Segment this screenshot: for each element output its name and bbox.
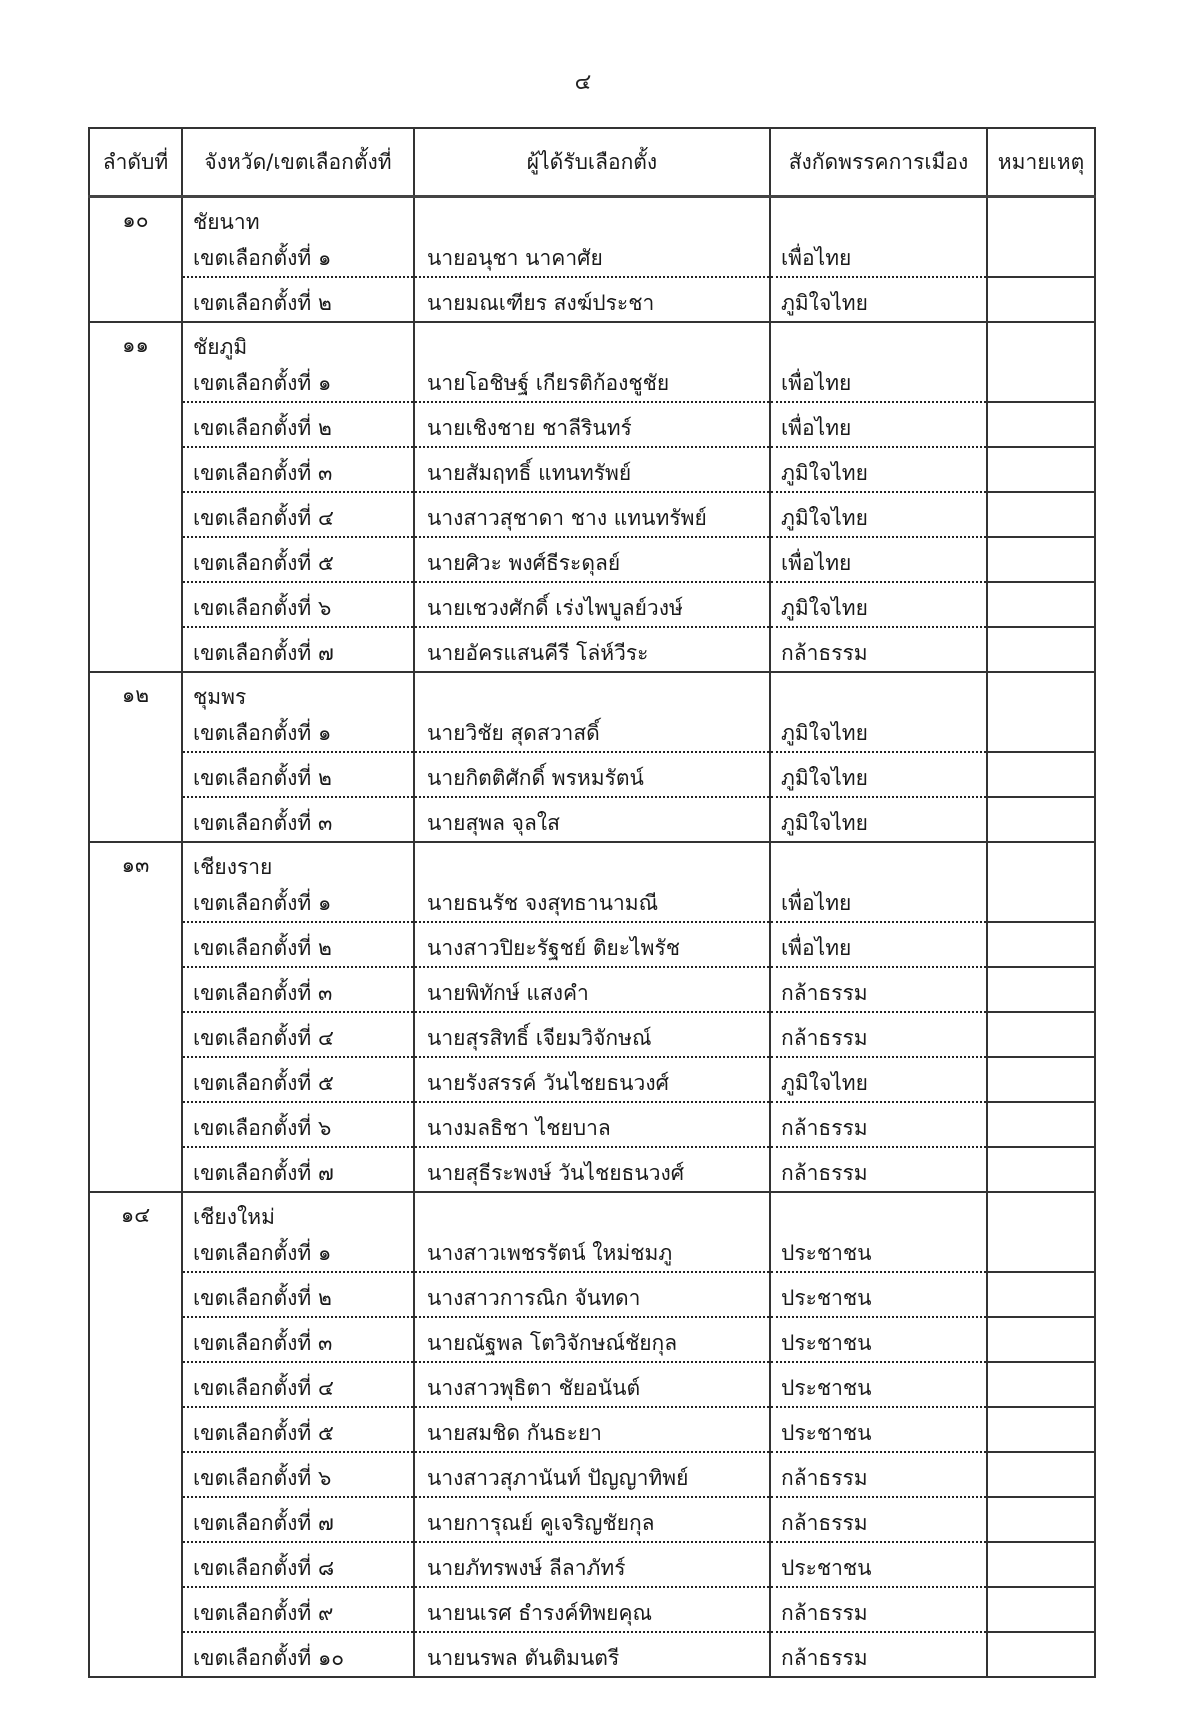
- table-row: [89, 1632, 1095, 1677]
- table-row: [89, 627, 1095, 672]
- elected-name: นายสุพล จุลใส: [414, 797, 770, 842]
- party-name: ประชาชน: [770, 1192, 987, 1272]
- district-cell: [182, 1632, 414, 1677]
- note-cell: [987, 1452, 1095, 1497]
- header-province-district: จังหวัด/เขตเลือกตั้งที่: [182, 128, 414, 197]
- district-cell: [182, 322, 414, 402]
- party-name: เพื่อไทย: [770, 537, 987, 582]
- note-cell: [987, 922, 1095, 967]
- province-name: ชุมพร: [193, 685, 247, 709]
- group-number: ๑๔: [89, 1192, 182, 1677]
- table-row: [89, 447, 1095, 492]
- elected-name: นายนเรศ ธำรงค์ทิพยคุณ: [414, 1587, 770, 1632]
- table-row: [89, 582, 1095, 627]
- party-name: เพื่อไทย: [770, 197, 987, 278]
- district-label: เขตเลือกตั้งที่ ๗: [193, 641, 334, 665]
- party-name: ภูมิใจไทย: [770, 672, 987, 752]
- district-label: เขตเลือกตั้งที่ ๗: [193, 1511, 334, 1535]
- elected-name: นายเชิงชาย ชาลีรินทร์: [414, 402, 770, 447]
- district-cell: [182, 537, 414, 582]
- party-name: ประชาชน: [770, 1362, 987, 1407]
- table-row: [89, 967, 1095, 1012]
- table-row: [89, 672, 1095, 752]
- table-row: [89, 1012, 1095, 1057]
- party-name: กล้าธรรม: [770, 1147, 987, 1192]
- district-label: เขตเลือกตั้งที่ ๓: [193, 981, 333, 1005]
- note-cell: [987, 1362, 1095, 1407]
- district-label: เขตเลือกตั้งที่ ๑: [193, 891, 332, 915]
- district-cell: [182, 582, 414, 627]
- province-name: เชียงราย: [193, 855, 273, 879]
- party-name: ภูมิใจไทย: [770, 1057, 987, 1102]
- table-row: [89, 1587, 1095, 1632]
- district-label: เขตเลือกตั้งที่ ๘: [193, 1556, 335, 1580]
- district-label: เขตเลือกตั้งที่ ๒: [193, 291, 332, 315]
- table-row: [89, 1497, 1095, 1542]
- district-cell: [182, 922, 414, 967]
- election-results-table: [88, 127, 1096, 1678]
- district-cell: [182, 752, 414, 797]
- party-name: ภูมิใจไทย: [770, 797, 987, 842]
- elected-name: นายโอชิษฐ์ เกียรติก้องชูชัย: [414, 322, 770, 402]
- table-row: [89, 1452, 1095, 1497]
- district-label: เขตเลือกตั้งที่ ๕: [193, 1421, 334, 1445]
- elected-name: นางมลธิชา ไชยบาล: [414, 1102, 770, 1147]
- table-row: [89, 1192, 1095, 1272]
- table-row: [89, 402, 1095, 447]
- note-cell: [987, 752, 1095, 797]
- elected-name: นายสุรสิทธิ์ เจียมวิจักษณ์: [414, 1012, 770, 1057]
- elected-name: นายพิทักษ์ แสงคำ: [414, 967, 770, 1012]
- table-row: [89, 922, 1095, 967]
- elected-name: นายภัทรพงษ์ ลีลาภัทร์: [414, 1542, 770, 1587]
- table-row: [89, 537, 1095, 582]
- district-label: เขตเลือกตั้งที่ ๒: [193, 416, 332, 440]
- table-row: [89, 842, 1095, 922]
- group-number: ๑๐: [89, 197, 182, 323]
- note-cell: [987, 492, 1095, 537]
- note-cell: [987, 1192, 1095, 1272]
- elected-name: นายธนรัช จงสุทธานามณี: [414, 842, 770, 922]
- note-cell: [987, 967, 1095, 1012]
- party-name: เพื่อไทย: [770, 322, 987, 402]
- district-label: เขตเลือกตั้งที่ ๑: [193, 1241, 332, 1265]
- district-cell: [182, 1317, 414, 1362]
- party-name: กล้าธรรม: [770, 1632, 987, 1677]
- party-name: ภูมิใจไทย: [770, 492, 987, 537]
- district-label: เขตเลือกตั้งที่ ๖: [193, 596, 332, 620]
- district-label: เขตเลือกตั้งที่ ๑๐: [193, 1646, 345, 1670]
- note-cell: [987, 1632, 1095, 1677]
- table-row: [89, 1542, 1095, 1587]
- group-number: ๑๓: [89, 842, 182, 1192]
- district-label: เขตเลือกตั้งที่ ๒: [193, 766, 332, 790]
- note-cell: [987, 1272, 1095, 1317]
- district-label: เขตเลือกตั้งที่ ๗: [193, 1161, 334, 1185]
- note-cell: [987, 1542, 1095, 1587]
- elected-name: นางสาวเพชรรัตน์ ใหม่ชมภู: [414, 1192, 770, 1272]
- elected-name: นายณัฐพล โตวิจักษณ์ชัยกุล: [414, 1317, 770, 1362]
- table-body: [89, 197, 1095, 1678]
- party-name: ประชาชน: [770, 1317, 987, 1362]
- elected-name: นายศิวะ พงศ์ธีระดุลย์: [414, 537, 770, 582]
- party-name: เพื่อไทย: [770, 402, 987, 447]
- district-cell: [182, 1102, 414, 1147]
- note-cell: [987, 447, 1095, 492]
- elected-name: นางสาวการณิก จันทดา: [414, 1272, 770, 1317]
- elected-name: นายอนุชา นาคาศัย: [414, 197, 770, 278]
- district-cell: [182, 672, 414, 752]
- district-cell: [182, 1012, 414, 1057]
- district-label: เขตเลือกตั้งที่ ๑: [193, 246, 332, 270]
- elected-name: นายการุณย์ คูเจริญชัยกุล: [414, 1497, 770, 1542]
- party-name: ประชาชน: [770, 1272, 987, 1317]
- party-name: กล้าธรรม: [770, 1497, 987, 1542]
- party-name: กล้าธรรม: [770, 967, 987, 1012]
- elected-name: นายมณเฑียร สงฆ์ประชา: [414, 277, 770, 322]
- table-row: [89, 1147, 1095, 1192]
- elected-name: นางสาวสุชาดา ชาง แทนทรัพย์: [414, 492, 770, 537]
- elected-name: นางสาวพุธิตา ชัยอนันต์: [414, 1362, 770, 1407]
- table-row: [89, 1407, 1095, 1452]
- note-cell: [987, 402, 1095, 447]
- district-label: เขตเลือกตั้งที่ ๑: [193, 371, 332, 395]
- note-cell: [987, 1317, 1095, 1362]
- district-label: เขตเลือกตั้งที่ ๒: [193, 936, 332, 960]
- district-label: เขตเลือกตั้งที่ ๔: [193, 1026, 334, 1050]
- party-name: ภูมิใจไทย: [770, 582, 987, 627]
- district-label: เขตเลือกตั้งที่ ๖: [193, 1466, 332, 1490]
- elected-name: นายวิชัย สุดสวาสดิ์: [414, 672, 770, 752]
- district-cell: [182, 1497, 414, 1542]
- note-cell: [987, 627, 1095, 672]
- table-row: [89, 197, 1095, 278]
- elected-name: นางสาวปิยะรัฐชย์ ติยะไพรัช: [414, 922, 770, 967]
- district-label: เขตเลือกตั้งที่ ๕: [193, 551, 334, 575]
- table-row: [89, 492, 1095, 537]
- table-row: [89, 277, 1095, 322]
- note-cell: [987, 1587, 1095, 1632]
- province-name: ชัยนาท: [193, 210, 260, 234]
- district-cell: [182, 1587, 414, 1632]
- header-no: ลำดับที่: [89, 128, 182, 197]
- note-cell: [987, 1147, 1095, 1192]
- district-cell: [182, 1192, 414, 1272]
- table-row: [89, 1057, 1095, 1102]
- district-cell: [182, 402, 414, 447]
- district-cell: [182, 1362, 414, 1407]
- note-cell: [987, 197, 1095, 278]
- party-name: เพื่อไทย: [770, 922, 987, 967]
- district-cell: [182, 1542, 414, 1587]
- district-cell: [182, 447, 414, 492]
- note-cell: [987, 797, 1095, 842]
- district-label: เขตเลือกตั้งที่ ๒: [193, 1286, 332, 1310]
- note-cell: [987, 1057, 1095, 1102]
- elected-name: นายรังสรรค์ วันไชยธนวงศ์: [414, 1057, 770, 1102]
- district-label: เขตเลือกตั้งที่ ๙: [193, 1601, 334, 1625]
- party-name: กล้าธรรม: [770, 1587, 987, 1632]
- elected-name: นายนรพล ตันติมนตรี: [414, 1632, 770, 1677]
- district-cell: [182, 627, 414, 672]
- header-row: [89, 128, 1095, 197]
- district-cell: [182, 197, 414, 278]
- header-party: สังกัดพรรคการเมือง: [770, 128, 987, 197]
- party-name: กล้าธรรม: [770, 627, 987, 672]
- table-row: [89, 1272, 1095, 1317]
- party-name: ภูมิใจไทย: [770, 752, 987, 797]
- district-cell: [182, 967, 414, 1012]
- group-number: ๑๑: [89, 322, 182, 672]
- district-cell: [182, 797, 414, 842]
- party-name: กล้าธรรม: [770, 1452, 987, 1497]
- table-row: [89, 1102, 1095, 1147]
- district-cell: [182, 1147, 414, 1192]
- note-cell: [987, 277, 1095, 322]
- note-cell: [987, 1407, 1095, 1452]
- party-name: กล้าธรรม: [770, 1102, 987, 1147]
- elected-name: นายสมชิด กันธะยา: [414, 1407, 770, 1452]
- note-cell: [987, 322, 1095, 402]
- district-label: เขตเลือกตั้งที่ ๓: [193, 461, 333, 485]
- note-cell: [987, 672, 1095, 752]
- elected-name: นายสุธีระพงษ์ วันไชยธนวงศ์: [414, 1147, 770, 1192]
- table-header: [89, 128, 1095, 197]
- table-row: [89, 1362, 1095, 1407]
- province-name: เชียงใหม่: [193, 1205, 275, 1229]
- table-row: [89, 1317, 1095, 1362]
- note-cell: [987, 537, 1095, 582]
- header-elected: ผู้ได้รับเลือกตั้ง: [414, 128, 770, 197]
- district-cell: [182, 1407, 414, 1452]
- district-cell: [182, 492, 414, 537]
- district-label: เขตเลือกตั้งที่ ๓: [193, 811, 333, 835]
- note-cell: [987, 1102, 1095, 1147]
- party-name: ภูมิใจไทย: [770, 447, 987, 492]
- note-cell: [987, 582, 1095, 627]
- district-cell: [182, 1272, 414, 1317]
- elected-name: นายกิตติศักดิ์ พรหมรัตน์: [414, 752, 770, 797]
- district-label: เขตเลือกตั้งที่ ๔: [193, 506, 334, 530]
- province-name: ชัยภูมิ: [193, 335, 248, 359]
- district-label: เขตเลือกตั้งที่ ๕: [193, 1071, 334, 1095]
- header-note: หมายเหตุ: [987, 128, 1095, 197]
- district-label: เขตเลือกตั้งที่ ๓: [193, 1331, 333, 1355]
- party-name: ประชาชน: [770, 1542, 987, 1587]
- table-row: [89, 752, 1095, 797]
- party-name: ภูมิใจไทย: [770, 277, 987, 322]
- party-name: กล้าธรรม: [770, 1012, 987, 1057]
- district-label: เขตเลือกตั้งที่ ๖: [193, 1116, 332, 1140]
- party-name: ประชาชน: [770, 1407, 987, 1452]
- elected-name: นางสาวสุภานันท์ ปัญญาทิพย์: [414, 1452, 770, 1497]
- district-label: เขตเลือกตั้งที่ ๑: [193, 721, 332, 745]
- table-row: [89, 322, 1095, 402]
- table-row: [89, 797, 1095, 842]
- party-name: เพื่อไทย: [770, 842, 987, 922]
- note-cell: [987, 1012, 1095, 1057]
- district-label: เขตเลือกตั้งที่ ๔: [193, 1376, 334, 1400]
- district-cell: [182, 277, 414, 322]
- district-cell: [182, 1452, 414, 1497]
- group-number: ๑๒: [89, 672, 182, 842]
- elected-name: นายสัมฤทธิ์ แทนทรัพย์: [414, 447, 770, 492]
- elected-name: นายเชวงศักดิ์ เร่งไพบูลย์วงษ์: [414, 582, 770, 627]
- page-number: ๔: [574, 70, 592, 95]
- district-cell: [182, 1057, 414, 1102]
- district-cell: [182, 842, 414, 922]
- elected-name: นายอัครแสนคีรี โล่ห์วีระ: [414, 627, 770, 672]
- note-cell: [987, 1497, 1095, 1542]
- note-cell: [987, 842, 1095, 922]
